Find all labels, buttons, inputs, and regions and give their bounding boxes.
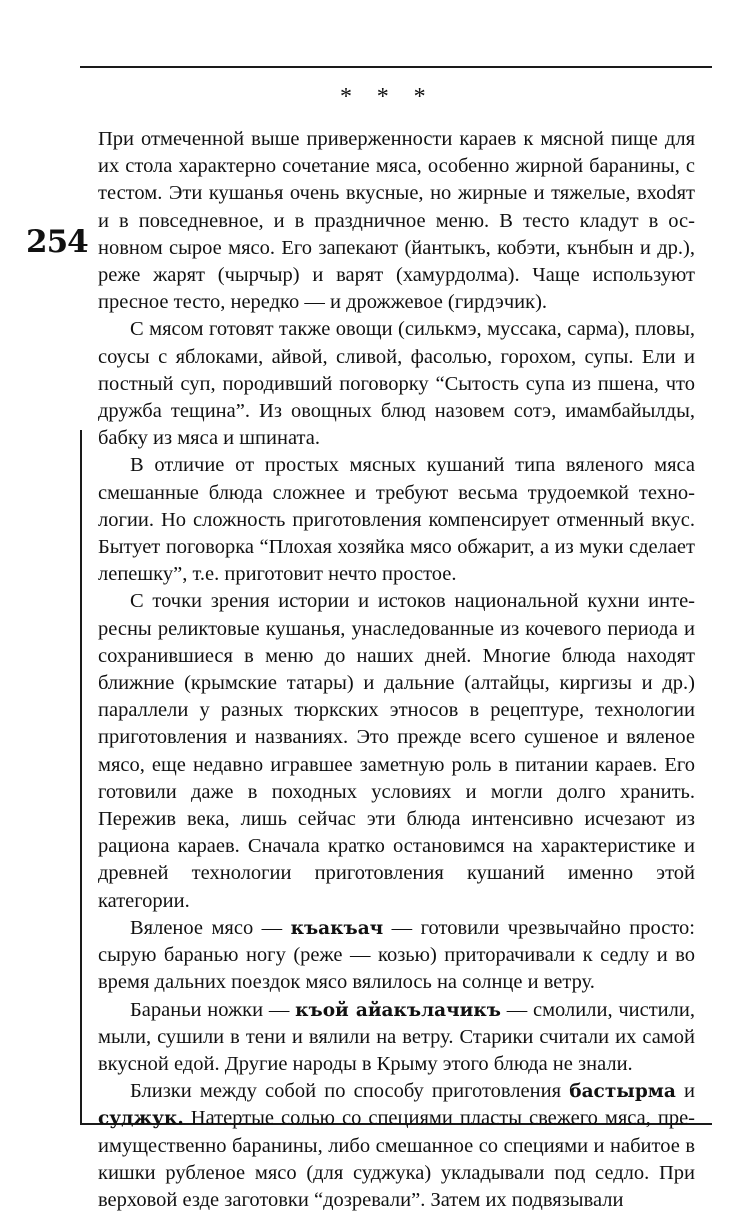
- paragraph: [98, 452, 695, 588]
- text-segment: В отличие от простых мясных кушаний типа вяленого мяса смешанные блюда сложнее и требуют весьма трудоемкой технологии. Но сложность приготовления компенсирует отменный вкус. Бытует поговорка “Плохая хозяйка мясо обжарит, а из муки сделает лепешку”, т.е. приготовит нечто простое.: [98, 454, 695, 586]
- text-segment: С мясом готовят также овощи (силькмэ, муссака, сарма), пловы, соусы с яблоками, айвой, сливой, фасолью, горохом, супы. Ели и постный суп, породивший поговорку “Сытость супа из пшена, что дружба тещина”. Из овощных блюд назовем сотэ, имамбайылды, бабку из мяса и шпината.: [98, 318, 695, 450]
- text-segment: и: [675, 1080, 695, 1103]
- text-segment: Бараньи ножки —: [130, 998, 296, 1021]
- margin-rule: [80, 430, 82, 1125]
- bold-term: къакъач: [290, 917, 384, 939]
- bold-term: къой айакълачикъ: [295, 999, 501, 1021]
- text-segment: Натертые солью со специями пласты свежего мяса, преимущественно баранины, либо смешанное со специями и набитое в кишки рубленое мясо (для суджука) укладывали под седло. При верховой езде заготовки “дозревали”. Затем их подвязывали: [98, 1107, 695, 1211]
- text-segment: — смолили, чистили, мыли, сушили в тени и вялили на ветру. Старики считали их самой вкусной едой. Другие народы в Крыму этого блюда не знали.: [98, 998, 695, 1075]
- paragraph: [98, 915, 695, 997]
- page-number: 254: [26, 224, 88, 260]
- bold-term: бастырма: [569, 1081, 676, 1103]
- text-segment: При отмеченной выше приверженности караев к мясной пище для их стола характерно сочетание мяса, особенно жирной баранины, с тестом. Эти кушанья очень вкусные, но жирные и тяжелые, вхоdят и в повседневное, и в праздничное меню. В тесто кладут в основном сырое мясо. Его запекают (йантыкъ, кобэти, кънбын и др.), реже жарят (чырчыр) и варят (хамурдолма). Чаще используют пресное тесто, нередко — и дрожжевое (гирдэчик).: [98, 128, 695, 314]
- text-segment: Вяленое мясо —: [130, 916, 291, 939]
- bold-term: суджук.: [98, 1108, 184, 1130]
- paragraph: [98, 588, 695, 914]
- text-segment: С точки зрения истории и истоков национальной кухни интересны реликтовые кушанья, унаследованные из кочевого периода и сохранившиеся в меню до наших дней. Многие блюда находят ближние (крымские татары) и дальние (алтайцы, киргизы и др.) параллели у разных тюркских этносов в рецептуре, технологии приготовления и названиях. Это прежде всего сушеное и вяленое мясо, еще недавно игравшее заметную роль в питании караев. Его готовили даже в походных условиях и могли долго хранить. Пережив века, лишь сейчас эти блюда интенсивно исчезают из рациона караев. Сначала кратко остановимся на характеристике и древней технологии приготовления кушаний именно этой категории.: [98, 590, 695, 912]
- body-text: [98, 126, 695, 1214]
- paragraph: [98, 1078, 695, 1214]
- top-rule: [80, 66, 712, 68]
- text-segment: — готовили чрезвычайно просто: сырую баранью ногу (реже — козью) приторачивали к седлу и во время дальних поездок мясо вялилось на солнце и ветру.: [98, 916, 695, 994]
- section-separator: * * *: [340, 84, 436, 110]
- paragraph: [98, 316, 695, 452]
- text-segment: Близки между собой по способу приготовления: [130, 1080, 570, 1103]
- paragraph: [98, 997, 695, 1079]
- paragraph: [98, 126, 695, 316]
